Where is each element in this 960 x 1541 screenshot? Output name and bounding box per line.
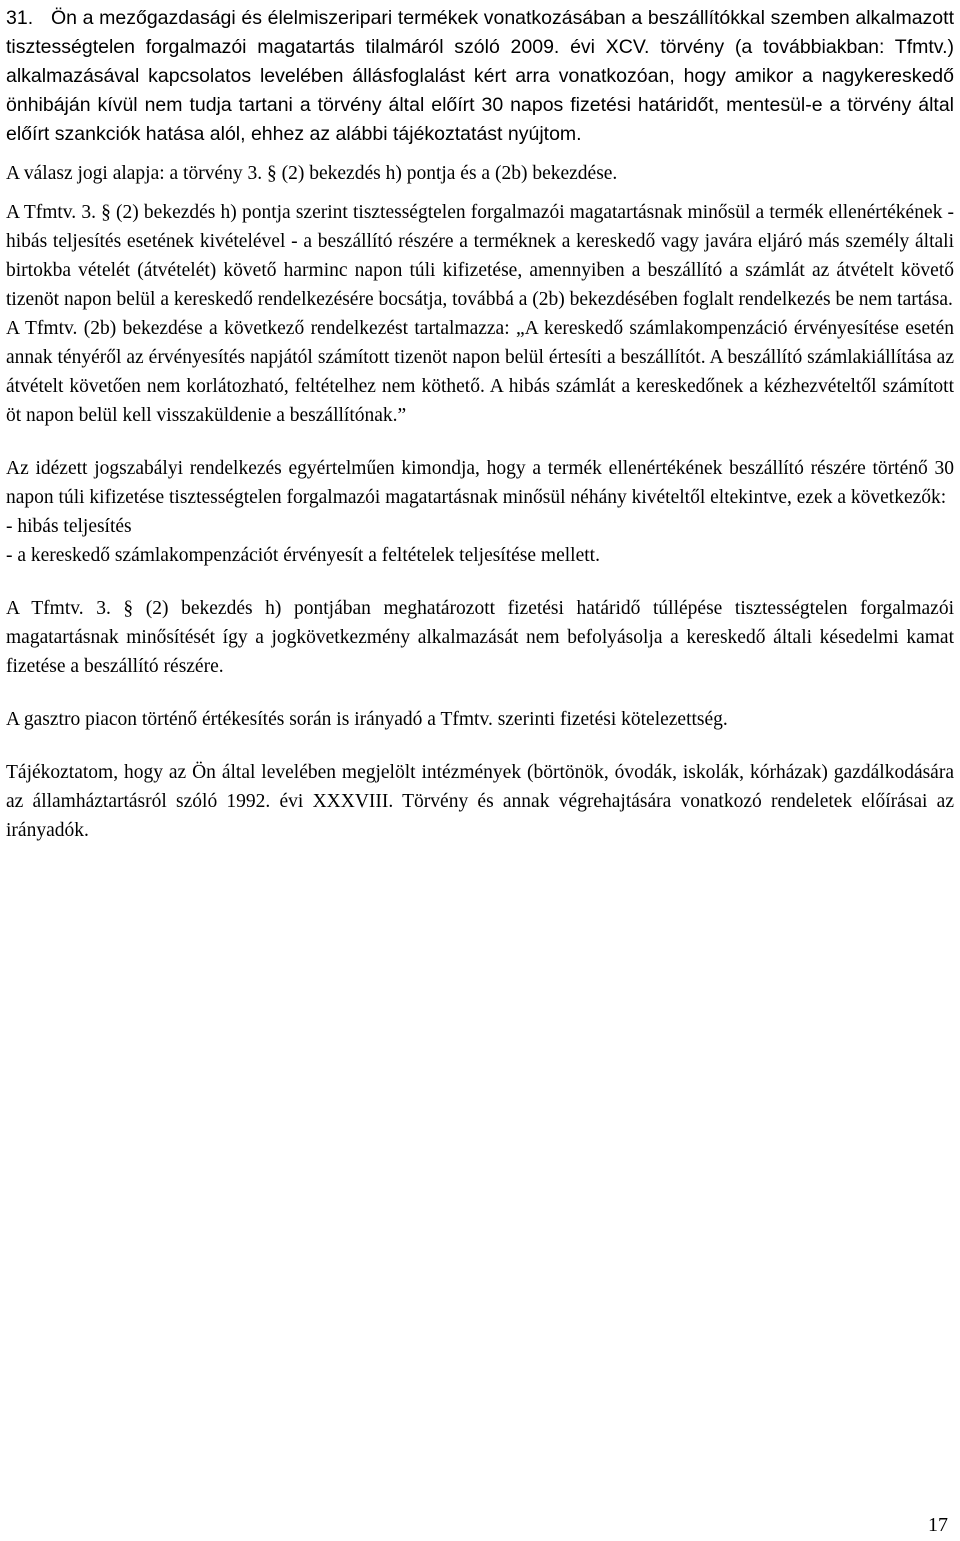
answer-paragraph-1: A Tfmtv. 3. § (2) bekezdés h) pontja szerint tisztességtelen forgalmazói magatartásnak minősül a termék ellenértékének - hibás teljesítés esetének kivételével - a beszállító részére a terméknek a kereskedő vagy javára eljáró más személy általi birtokba vételét (átvételét) követő harminc napon túli kifizetése, amennyiben a beszállító a számlát az átvételt követő tizenöt napon belül a kereskedő rendelkezésére bocsátja, továbbá a (2b) bekezdésében foglalt rendelkezés be nem tartása. bbox=[6, 202, 954, 310]
exception-item-1: - hibás teljesítés bbox=[6, 516, 132, 537]
answer-paragraph-4: A Tfmtv. 3. § (2) bekezdés h) pontjában meghatározott fizetési határidő túllépése tisztességtelen forgalmazói magatartásnak minősítését így a jogkövetkezmény alkalmazását nem befolyásolja a kereskedő általi késedelmi kamat fizetése a beszállító részére. bbox=[6, 598, 954, 677]
answer-paragraph-3: Az idézett jogszabályi rendelkezés egyértelműen kimondja, hogy a termék ellenértékének beszállító részére történő 30 napon túli kifizetése tisztességtelen forgalmazói magatartásnak minősül néhány kivételtől eltekintve, ezek a következők: bbox=[6, 458, 954, 508]
legal-basis: A válasz jogi alapja: a törvény 3. § (2) bekezdés h) pontja és a (2b) bekezdése. bbox=[6, 163, 618, 184]
exception-item-2: - a kereskedő számlakompenzációt érvényesít a feltételek teljesítése mellett. bbox=[6, 545, 600, 566]
page-number: 17 bbox=[928, 1514, 948, 1536]
answer-paragraph-5: A gasztro piacon történő értékesítés során is irányadó a Tfmtv. szerinti fizetési kötelezettség. bbox=[6, 709, 728, 730]
answer-paragraph-2: A Tfmtv. (2b) bekezdése a következő rendelkezést tartalmazza: „A kereskedő számlakompenzáció érvényesítése esetén annak tényéről az érvényesítés napjától számított tizenöt napon belül értesíti a beszállítót. A beszállító számlakiállítása az átvételt követően nem korlátozható, feltételhez nem köthető. A hibás számlát a kereskedőnek a kézhezvételtől számított öt napon belül kell visszaküldenie a beszállítónak.” bbox=[6, 318, 954, 426]
question-number: 31. bbox=[6, 7, 34, 29]
question-text: Ön a mezőgazdasági és élelmiszeripari termékek vonatkozásában a beszállítókkal szemben alkalmazott tisztességtelen forgalmazói magatartás tilalmáról szóló 2009. évi XCV. törvény (a továbbiakban: Tfmtv.) alkalmazásával kapcsolatos levelében állásfoglalást kért arra vonatkozóan, hogy amikor a nagykereskedő önhibáján kívül nem tudja tartani a törvény által előírt 30 napos fizetési határidőt, mentesül-e a törvény által előírt szankciók hatása alól, ehhez az alábbi tájékoztatást nyújtom. bbox=[6, 7, 954, 145]
document-page bbox=[6, 4, 954, 845]
question-block bbox=[6, 4, 954, 149]
answer-paragraph-6: Tájékoztatom, hogy az Ön által levelében megjelölt intézmények (börtönök, óvodák, iskolák, kórházak) gazdálkodására az államháztartásról szóló 1992. évi XXXVIII. Törvény és annak végrehajtására vonatkozó rendeletek előírásai az irányadók. bbox=[6, 762, 954, 841]
